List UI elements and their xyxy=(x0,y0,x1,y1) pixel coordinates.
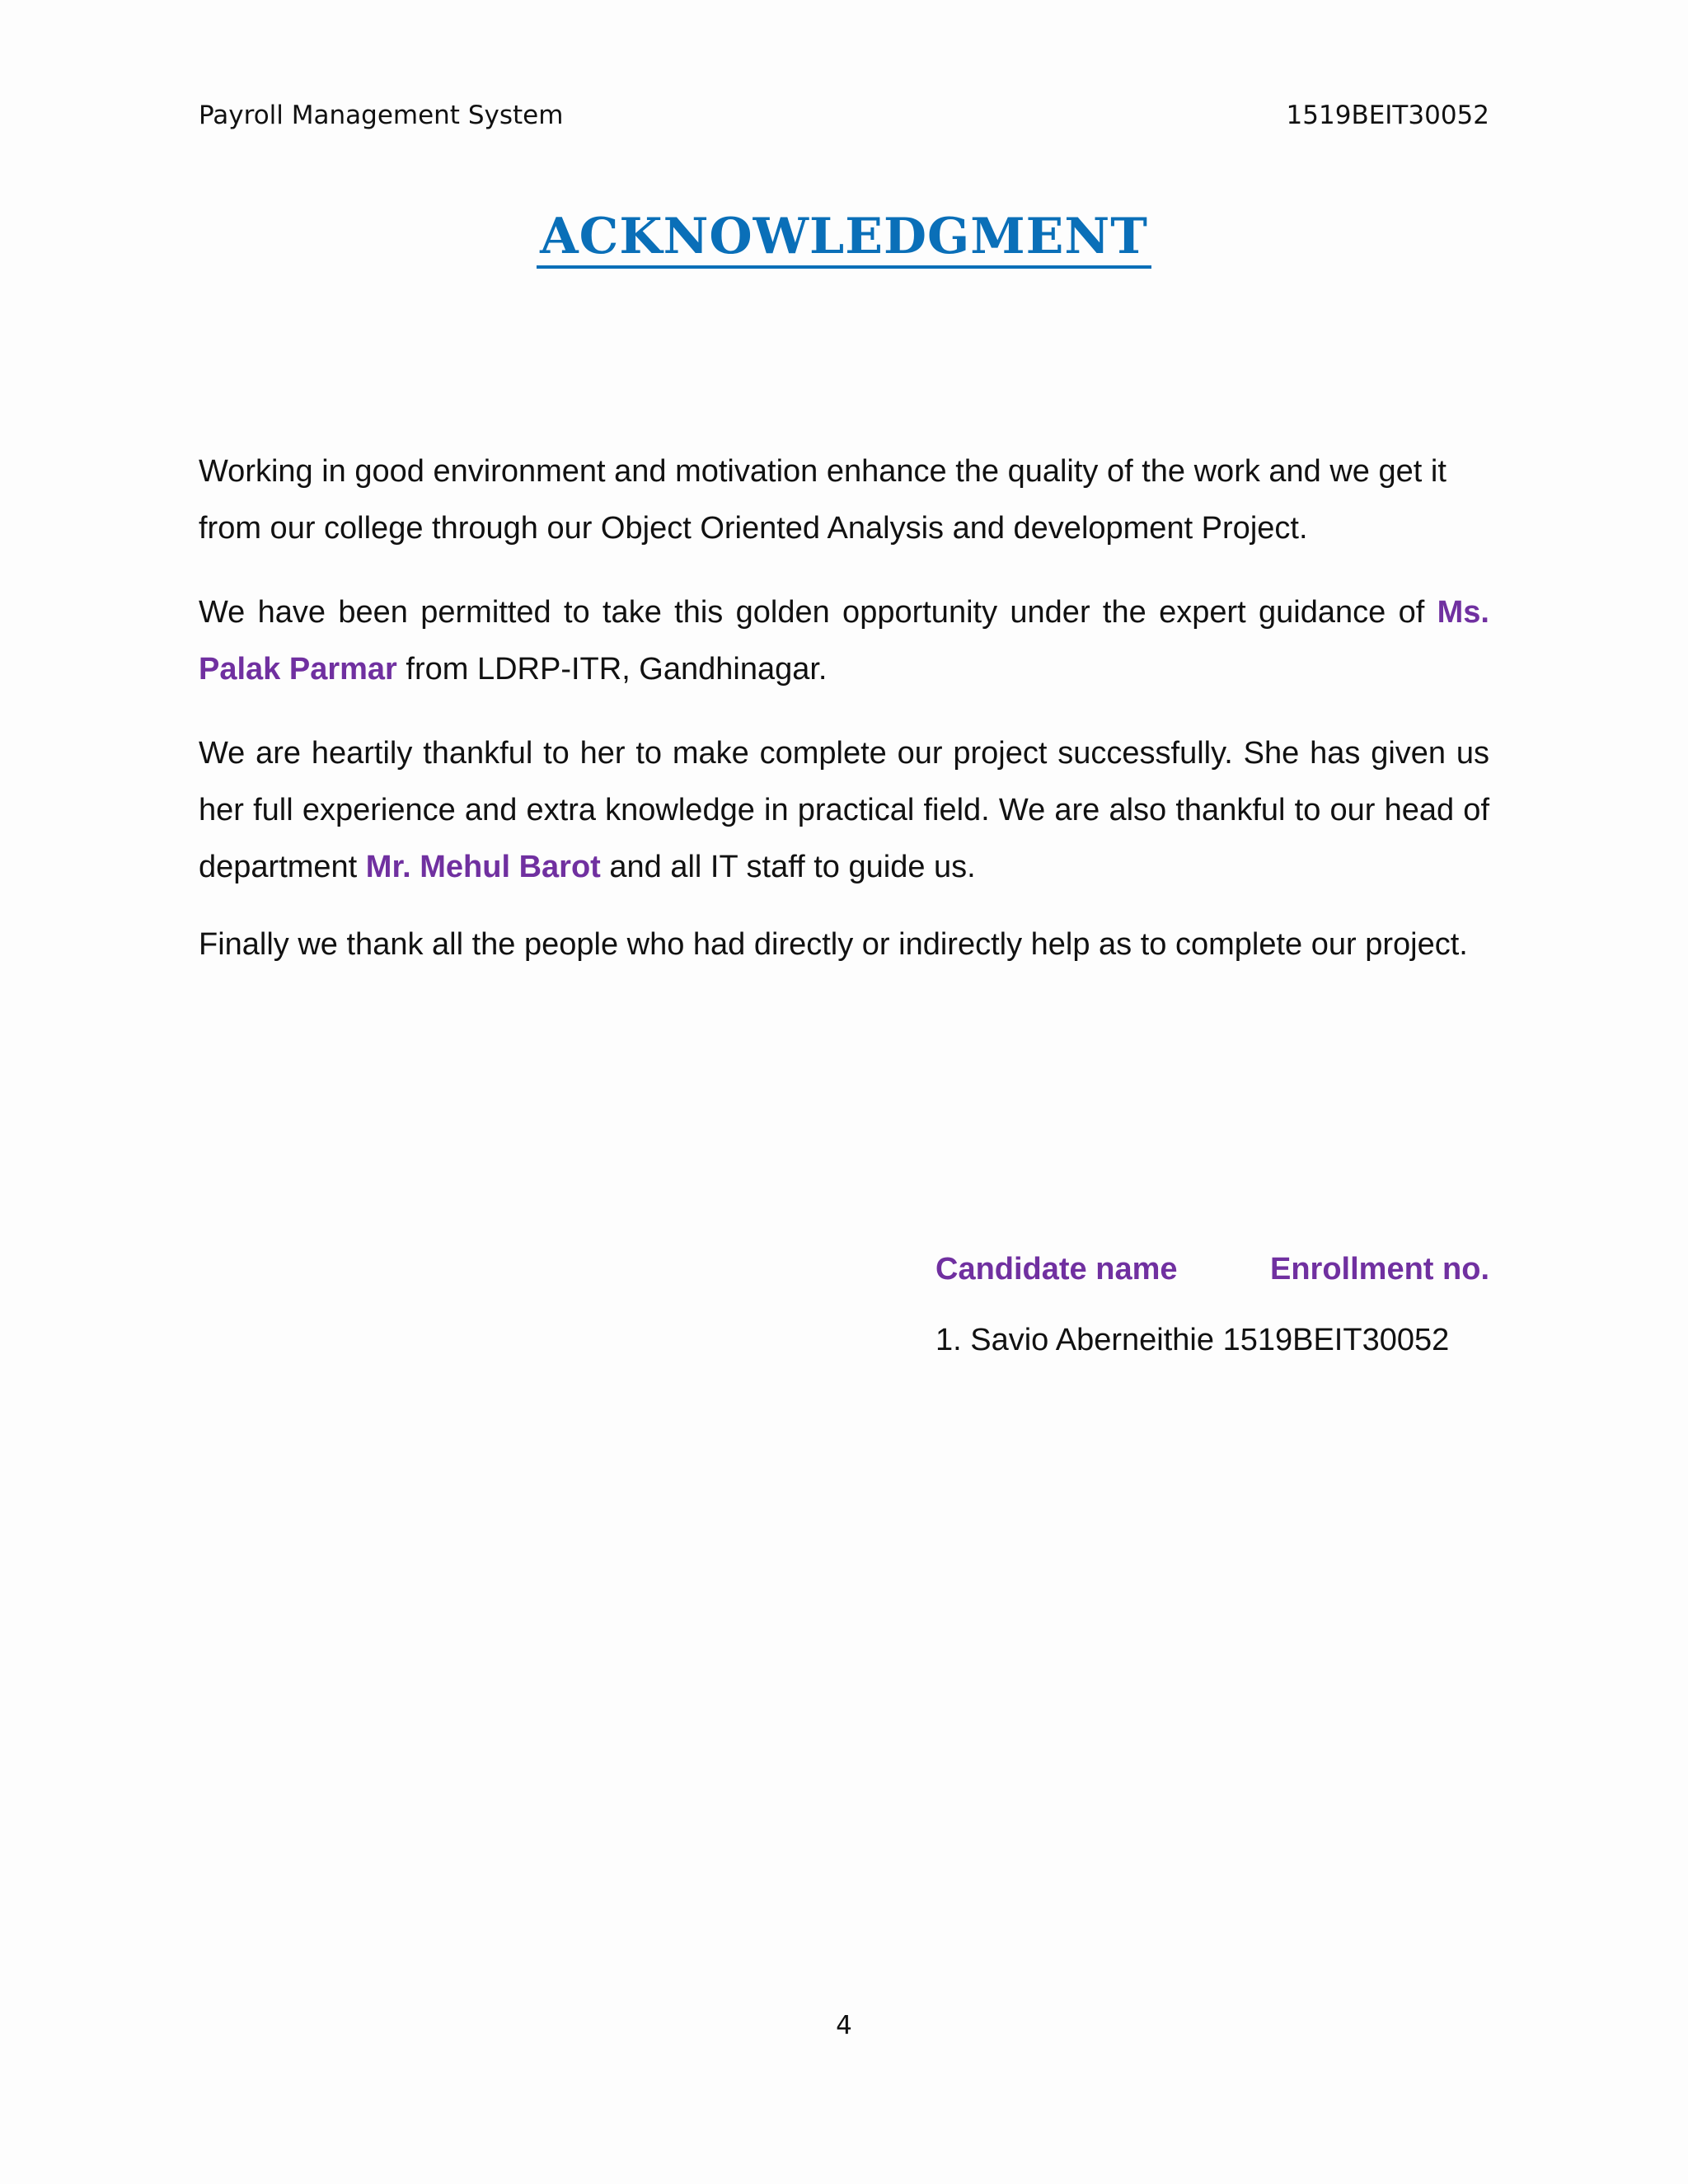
candidate-row: 1. Savio Aberneithie 1519BEIT30052 xyxy=(935,1323,1450,1357)
guide-name: Ms. Palak Parmar xyxy=(199,595,1489,687)
page-title: ACKNOWLEDGMENT xyxy=(537,208,1151,269)
candidate-table-header xyxy=(935,1252,1489,1300)
paragraph-3-text-after: and all IT staff to guide us. xyxy=(600,850,976,884)
hod-name: Mr. Mehul Barot xyxy=(365,850,601,884)
header-enrollment-number: 1519BEIT30052 xyxy=(1286,101,1489,130)
page-number: 4 xyxy=(836,2011,852,2041)
acknowledgment-body xyxy=(199,443,1489,993)
candidate-signature-block xyxy=(935,1252,1489,1358)
paragraph-2-text-after: from LDRP-ITR, Gandhinagar. xyxy=(396,652,828,687)
header-document-title: Payroll Management System xyxy=(199,101,564,130)
paragraph-3 xyxy=(199,725,1489,896)
paragraph-1: Working in good environment and motivation enhance the quality of the work and we get it from our college through our Object Oriented Analysis and development Project. xyxy=(199,454,1447,546)
enrollment-number-heading: Enrollment no. xyxy=(1270,1252,1489,1286)
paragraph-3-text-before: We are heartily thankful to her to make complete our project successfully. She has given us her full experience and extra knowledge in practical field. We are also thankful to our head of department xyxy=(199,736,1489,884)
paragraph-4: Finally we thank all the people who had directly or indirectly help as to complete our project. xyxy=(199,927,1468,962)
paragraph-2-text-before: We have been permitted to take this golden opportunity under the expert guidance of xyxy=(199,595,1437,630)
paragraph-2 xyxy=(199,584,1489,698)
title-container xyxy=(0,208,1688,269)
candidate-name-heading: Candidate name xyxy=(935,1252,1178,1286)
